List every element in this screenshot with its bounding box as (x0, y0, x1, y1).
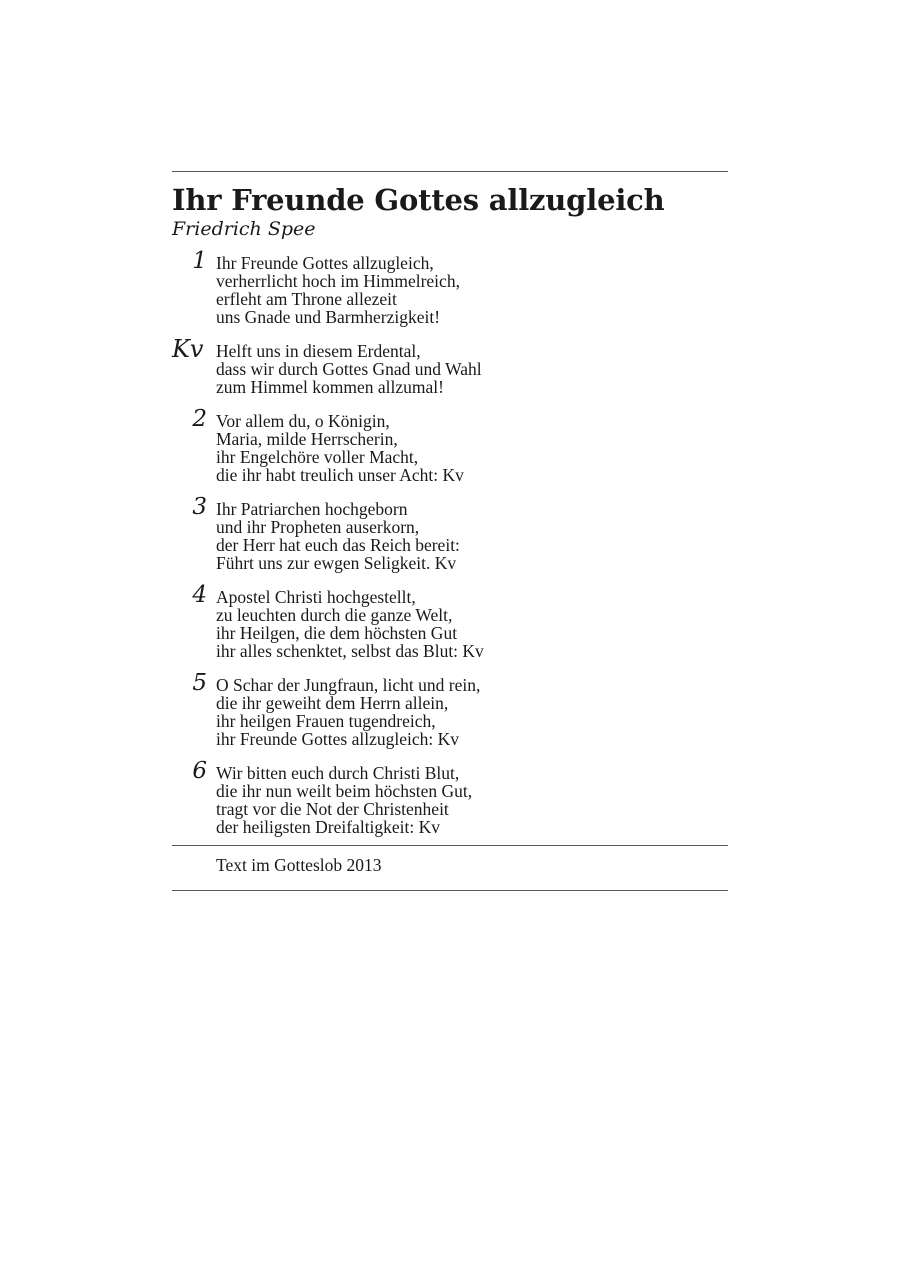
verse-line: die ihr nun weilt beim höchsten Gut, (216, 781, 473, 801)
verse-line: uns Gnade und Barmherzigkeit! (216, 307, 441, 327)
verse-line: ihr Engelchöre voller Macht, (216, 447, 419, 467)
verse-number: 1 (192, 248, 207, 274)
verse-line: O Schar der Jungfraun, licht und rein, (216, 675, 481, 695)
verse (172, 758, 728, 837)
verse-number: 4 (192, 582, 207, 608)
refrain-label: Kv (172, 335, 204, 363)
top-rule (172, 171, 728, 172)
refrain (172, 335, 728, 397)
verse-line: Ihr Patriarchen hochgeborn (216, 499, 408, 519)
verse (172, 494, 728, 573)
verse (172, 670, 728, 749)
footer-bottom-rule (172, 890, 728, 891)
verse-lines (216, 500, 728, 572)
verse (172, 582, 728, 661)
verse-number: 5 (192, 670, 207, 696)
verse-line: ihr alles schenktet, selbst das Blut: Kv (216, 641, 484, 661)
verse-line: tragt vor die Not der Christenheit (216, 799, 449, 819)
song-title: Ihr Freunde Gottes allzugleich (172, 183, 665, 217)
verse-number: 2 (192, 406, 207, 432)
song-author: Friedrich Spee (172, 218, 316, 240)
verse-line: ihr Heilgen, die dem höchsten Gut (216, 623, 458, 643)
verse-line: der Herr hat euch das Reich bereit: (216, 535, 460, 555)
verse-line: ihr Freunde Gottes allzugleich: Kv (216, 729, 459, 749)
verse-line: zu leuchten durch die ganze Welt, (216, 605, 453, 625)
verse-line: Helft uns in diesem Erdental, (216, 341, 421, 361)
verse-line: Ihr Freunde Gottes allzugleich, (216, 253, 434, 273)
verse-line: Maria, milde Herrscherin, (216, 429, 398, 449)
song-sheet (172, 171, 728, 891)
verse-line: die ihr habt treulich unser Acht: Kv (216, 465, 464, 485)
verse-lines (216, 342, 728, 396)
verse-lines (216, 412, 728, 484)
source-note: Text im Gotteslob 2013 (216, 855, 382, 875)
verse-line: und ihr Propheten auserkorn, (216, 517, 420, 537)
verse (172, 406, 728, 485)
verse-lines (216, 254, 728, 326)
footer-top-rule (172, 845, 728, 846)
verse-line: der heiligsten Dreifaltigkeit: Kv (216, 817, 441, 837)
verse-number: 6 (192, 758, 207, 784)
verse-line: zum Himmel kommen allzumal! (216, 377, 444, 397)
verse-line: Wir bitten euch durch Christi Blut, (216, 763, 460, 783)
verse-line: Apostel Christi hochgestellt, (216, 587, 416, 607)
verse (172, 248, 728, 327)
verse-line: dass wir durch Gottes Gnad und Wahl (216, 359, 482, 379)
verse-line: Vor allem du, o Königin, (216, 411, 390, 431)
verse-list (172, 248, 728, 837)
verse-lines (216, 588, 728, 660)
verse-line: erfleht am Throne allezeit (216, 289, 397, 309)
verse-line: Führt uns zur ewgen Seligkeit. Kv (216, 553, 457, 573)
verse-line: die ihr geweiht dem Herrn allein, (216, 693, 449, 713)
verse-lines (216, 676, 728, 748)
footer-block (172, 845, 728, 891)
verse-lines (216, 764, 728, 836)
verse-line: verherrlicht hoch im Himmelreich, (216, 271, 460, 291)
verse-line: ihr heilgen Frauen tugendreich, (216, 711, 436, 731)
verse-number: 3 (192, 494, 207, 520)
